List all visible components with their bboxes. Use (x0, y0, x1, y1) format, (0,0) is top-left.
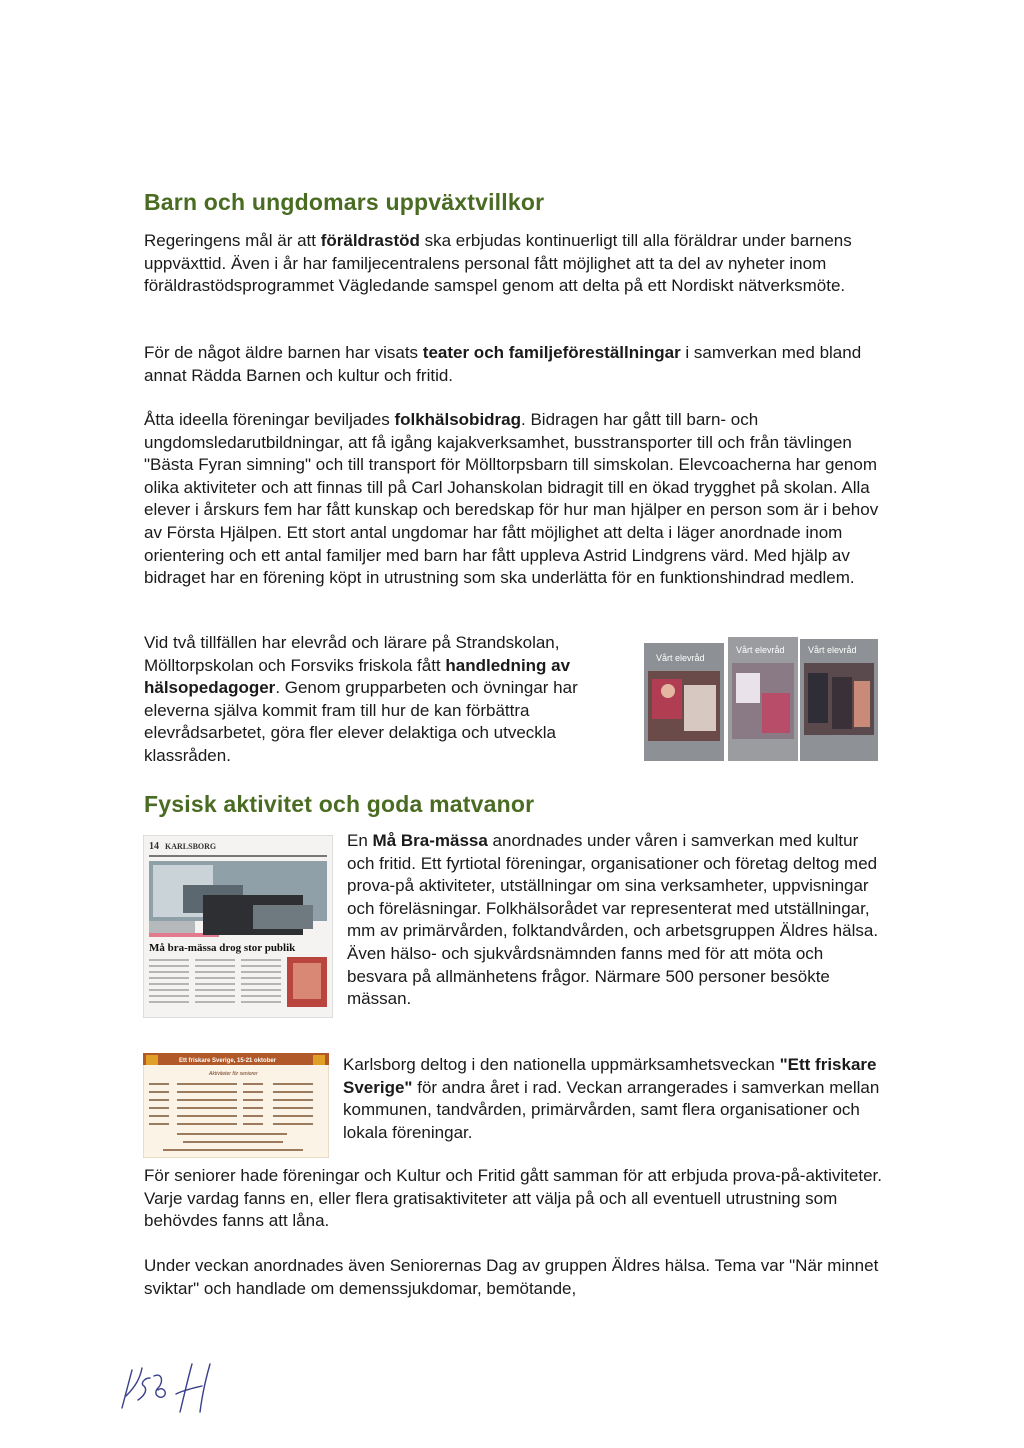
paragraph-seniorernas-dag: Under veckan anordnades även Seniorernas Dag av gruppen Äldres hälsa. Tema var "När minnet sviktar" och handlade om demenssjukdomar, bemötande, (144, 1256, 879, 1298)
bold-term: Må Bra-mässa (372, 831, 488, 850)
elevrad-booklets-image (638, 633, 882, 767)
paragraph-teater: För de något äldre barnen har visats teater och familjeföreställningar i samverkan med bland annat Rädda Barnen och kultur och fritid. (144, 343, 862, 385)
newspaper-clipping-image (143, 835, 333, 1018)
booklet-2 (728, 637, 798, 761)
newspaper-page-number: 14 (149, 841, 159, 852)
signature-drawing (114, 1356, 224, 1416)
paragraph-ma-bra-massa: En Må Bra-mässa anordnades under våren i samverkan med kultur och fritid. Ett fyrtiotal föreningar, organisationer och företag deltog med prova-på aktiviteter, utställningar om sina verksamheter, uppvisningar och föreläsningar. Folkhälsorådet var representerat med utställningar, mm av primärvården, folktandvården, och arbetsgruppen Äldres hälsa. Även hälso- och sjukvårdsnämnden fanns med för att möta och besvara på allmänhetens frågor. Närmare 500 personer besökte mässan. (347, 831, 879, 1009)
paragraph-seniorer: För seniorer hade föreningar och Kultur och Fritid gått samman för att erbjuda prova-på-aktiviteter. Varje vardag fanns en, eller flera gratisaktiviteter att välja på och all eventuell utrustning som behövdes fanns att låna. (144, 1166, 882, 1231)
section-heading-uppvaxtvillkor: Barn och ungdomars uppväxtvillkor (144, 189, 545, 215)
booklet-3 (800, 639, 878, 761)
bold-term: handledning av hälsopedagoger (144, 655, 571, 698)
bold-term: föräldrastöd (320, 231, 420, 250)
newspaper-masthead: KARLSBORG (165, 842, 217, 851)
booklet-1-title: Vårt elevråd (656, 653, 705, 663)
friskare-sverige-poster-image (143, 1053, 329, 1158)
paragraph-friskare-sverige: Karlsborg deltog i den nationella uppmärksamhetsveckan "Ett friskare Sverige" för andra året i rad. Veckan arrangerades i samverkan mellan kommunen, tandvården, primärvården, samt flera organisationer och lokala föreningar. (343, 1055, 880, 1142)
handwritten-signature (114, 1356, 224, 1416)
poster-title: Ett friskare Sverige, 15-21 oktober (179, 1058, 277, 1064)
paragraph-handledning: Vid två tillfällen har elevråd och lärare på Strandskolan, Mölltorpskolan och Forsviks friskola fått handledning av hälsopedagoger. Genom grupparbeten och övningar har eleverna själva kommit fram till hur de kan förbättra elevrådsarbetet, göra fler elever delaktiga och utveckla klassråden. (144, 633, 578, 765)
paragraph-folkhalsobidrag: Åtta ideella föreningar beviljades folkhälsobidrag. Bidragen har gått till barn- och ungdomsledarutbildningar, att få igång kajakverksamhet, busstransporter till och från tävlingen "Bästa Fyran simning" och till transport för Mölltorpsbarn till simskolan. Elevcoacherna har genom olika aktiviteter och att finnas till på Carl Johanskolan bidragit till en ökad trygghet på skolan. Alla elever i årskurs fem har fått kunskap och beredskap för hur man hjälper en person som är i behov av Första Hjälpen. Ett stort antal ungdomar har fått möjlighet att delta i läger anordnade inom orientering och ett antal familjer med barn har fått uppleva Astrid Lindgrens värd. Med hjälp av bidraget har en förening köpt in utrustning som ska underlätta för en funktionshindrad medlem. (144, 410, 879, 588)
newspaper-headline: Må bra-mässa drog stor publik (149, 942, 296, 954)
booklet-3-title: Vårt elevråd (808, 645, 857, 655)
booklet-1 (644, 643, 724, 761)
section-heading-fysisk-aktivitet: Fysisk aktivitet och goda matvanor (144, 791, 535, 817)
bold-term: teater och familjeföreställningar (422, 343, 681, 362)
bold-term: "Ett friskare Sverige" (343, 1055, 877, 1097)
poster-illustration (143, 1053, 329, 1158)
paragraph-foraldrastod: Regeringens mål är att föräldrastöd ska erbjudas kontinuerligt till alla föräldrar under barnens uppväxttid. Även i år har familjecentralens personal fått möjlighet att ta del av nyheter inom föräldrastödsprogrammet Vägledande samspel genom att delta på ett Nordiskt nätverksmöte. (144, 231, 852, 296)
newspaper-illustration (143, 835, 333, 1018)
bold-term: folkhälsobidrag (394, 410, 522, 429)
booklet-2-title: Vårt elevråd (736, 645, 785, 655)
booklets-illustration (638, 633, 882, 767)
poster-subtitle: Aktiviteter för seniorer (209, 1071, 258, 1077)
